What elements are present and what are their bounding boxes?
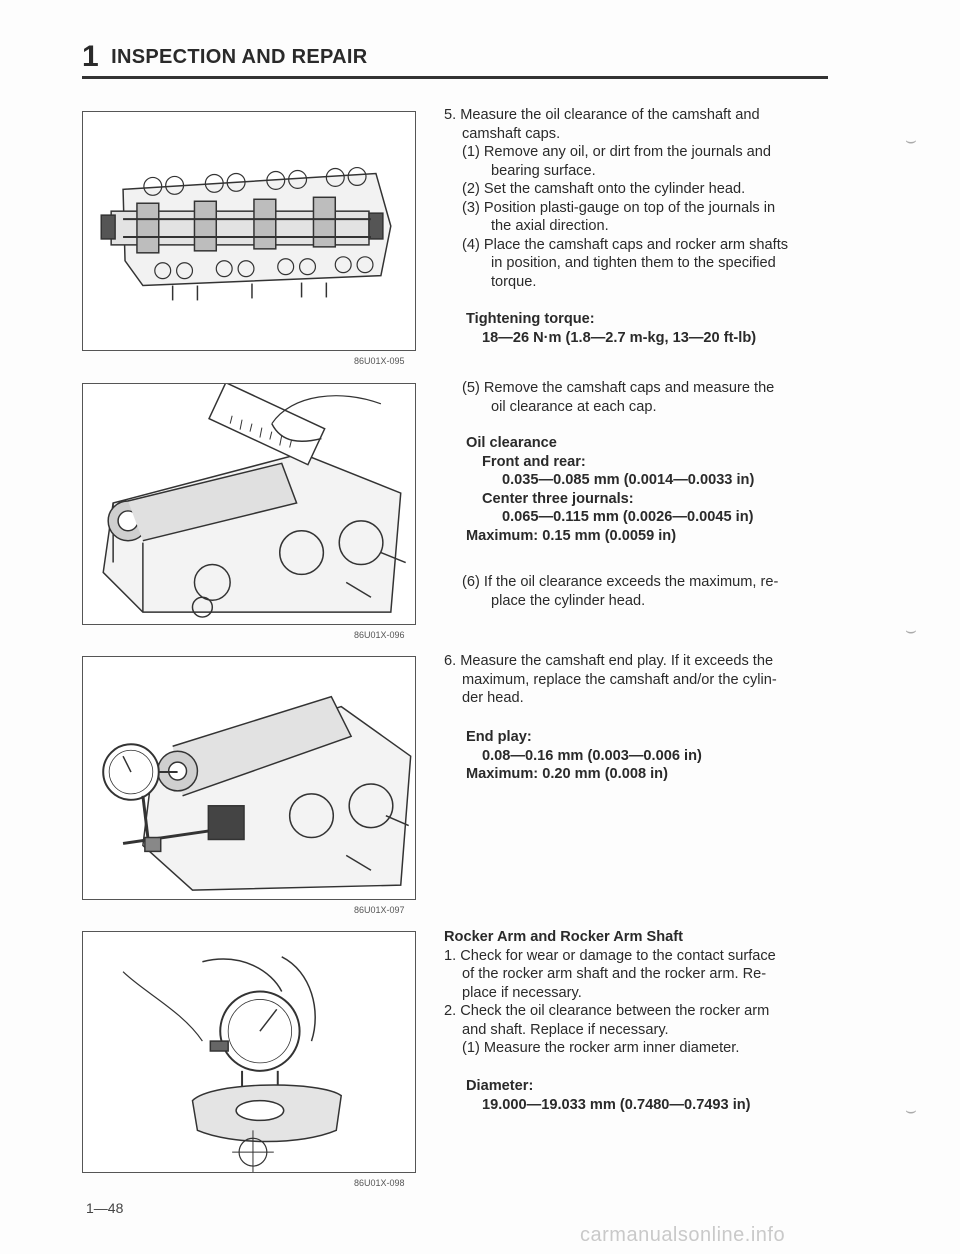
step-5-sub-6: (6) If the oil clearance exceeds the maximum, re- bbox=[462, 574, 779, 590]
step-5-sub-4-cont-2: torque. bbox=[491, 273, 537, 290]
end-play-spec bbox=[444, 728, 834, 784]
front-rear-label: Front and rear: bbox=[482, 453, 586, 470]
plasti-gauge-illustration bbox=[83, 384, 415, 624]
step-6-section bbox=[444, 652, 834, 708]
step-5-main-cont: camshaft caps. bbox=[462, 125, 561, 142]
torque-label: Tightening torque: bbox=[466, 311, 595, 327]
front-rear-value: 0.035—0.085 mm (0.0014—0.0033 in) bbox=[502, 472, 755, 488]
step-5-sub-3-cont: the axial direction. bbox=[491, 218, 609, 234]
step-5-main: 5. Measure the oil clearance of the camshaft and bbox=[444, 107, 760, 123]
oil-clearance-label: Oil clearance bbox=[466, 435, 557, 451]
step-5-sub-6-block bbox=[444, 573, 834, 610]
page-header bbox=[82, 40, 367, 74]
dial-indicator-illustration bbox=[83, 657, 415, 899]
step-5-sub-1: (1) Remove any oil, or dirt from the journals and bbox=[462, 144, 772, 160]
step-5-sub-3: (3) Position plasti-gauge on top of the journals in bbox=[462, 199, 776, 216]
center-journals-label: Center three journals: bbox=[482, 490, 634, 507]
rocker-item-1-cont-2: place if necessary. bbox=[462, 984, 582, 1001]
step-6-cont-1: maximum, replace the camshaft and/or the cylin- bbox=[462, 671, 777, 688]
step-5-sub-5-cont: oil clearance at each cap. bbox=[491, 398, 657, 415]
rocker-item-1-cont-1: of the rocker arm shaft and the rocker arm. Re- bbox=[462, 966, 767, 982]
oil-clearance-spec bbox=[444, 434, 834, 545]
step-5-sub-4-cont-1: in position, and tighten them to the specified bbox=[491, 255, 776, 271]
chapter-number: 1 bbox=[82, 40, 99, 73]
step-5-section bbox=[444, 106, 834, 291]
figure-code: 86U01X-096 bbox=[354, 630, 405, 640]
figure-dial-indicator bbox=[82, 656, 416, 900]
rocker-item-2-sub-1: (1) Measure the rocker arm inner diameter. bbox=[462, 1040, 740, 1056]
step-5-sub-6-cont: place the cylinder head. bbox=[491, 592, 646, 609]
end-play-label: End play: bbox=[466, 729, 532, 745]
cylinder-head-illustration bbox=[83, 112, 415, 350]
figure-camshaft-caps bbox=[82, 111, 416, 351]
step-5-sub-1-cont: bearing surface. bbox=[491, 162, 596, 179]
step-5-sub-5-block bbox=[444, 379, 834, 416]
margin-mark: ⌣ bbox=[905, 620, 917, 640]
torque-value: 18—26 N·m (1.8—2.7 m-kg, 13—20 ft-lb) bbox=[482, 329, 757, 346]
margin-mark: ⌣ bbox=[905, 1100, 917, 1120]
figure-code: 86U01X-097 bbox=[354, 905, 405, 915]
step-5-sub-4: (4) Place the camshaft caps and rocker arm shafts bbox=[462, 236, 789, 253]
margin-mark: ⌣ bbox=[905, 130, 917, 150]
rocker-item-1: 1. Check for wear or damage to the contact surface bbox=[444, 947, 776, 964]
figure-code: 86U01X-098 bbox=[354, 1178, 405, 1188]
page-number: 1—48 bbox=[86, 1200, 124, 1216]
step-6-main: 6. Measure the camshaft end play. If it exceeds the bbox=[444, 653, 774, 669]
step-6-cont-2: der head. bbox=[462, 690, 524, 706]
diameter-value: 19.000—19.033 mm (0.7480—0.7493 in) bbox=[482, 1096, 751, 1113]
diameter-spec bbox=[444, 1077, 834, 1114]
watermark: carmanualsonline.info bbox=[580, 1224, 786, 1246]
diameter-label: Diameter: bbox=[466, 1078, 534, 1094]
rocker-arm-heading: Rocker Arm and Rocker Arm Shaft bbox=[444, 929, 683, 945]
end-play-maximum: Maximum: 0.20 mm (0.008 in) bbox=[466, 766, 668, 782]
torque-spec bbox=[444, 310, 834, 347]
step-5-sub-5: (5) Remove the camshaft caps and measure the bbox=[462, 380, 775, 396]
figure-code: 86U01X-095 bbox=[354, 356, 405, 366]
rocker-arm-illustration bbox=[83, 932, 415, 1172]
step-5-sub-2: (2) Set the camshaft onto the cylinder head. bbox=[462, 181, 746, 197]
header-rule bbox=[82, 76, 828, 79]
rocker-arm-section bbox=[444, 928, 834, 1058]
figure-rocker-arm bbox=[82, 931, 416, 1173]
oil-clearance-maximum: Maximum: 0.15 mm (0.0059 in) bbox=[466, 527, 677, 544]
center-journals-value: 0.065—0.115 mm (0.0026—0.0045 in) bbox=[502, 509, 754, 525]
rocker-item-2-cont: and shaft. Replace if necessary. bbox=[462, 1021, 669, 1038]
rocker-item-2: 2. Check the oil clearance between the rocker arm bbox=[444, 1003, 770, 1019]
chapter-title: INSPECTION AND REPAIR bbox=[111, 45, 368, 68]
figure-plasti-gauge bbox=[82, 383, 416, 625]
end-play-value: 0.08—0.16 mm (0.003—0.006 in) bbox=[482, 747, 702, 764]
